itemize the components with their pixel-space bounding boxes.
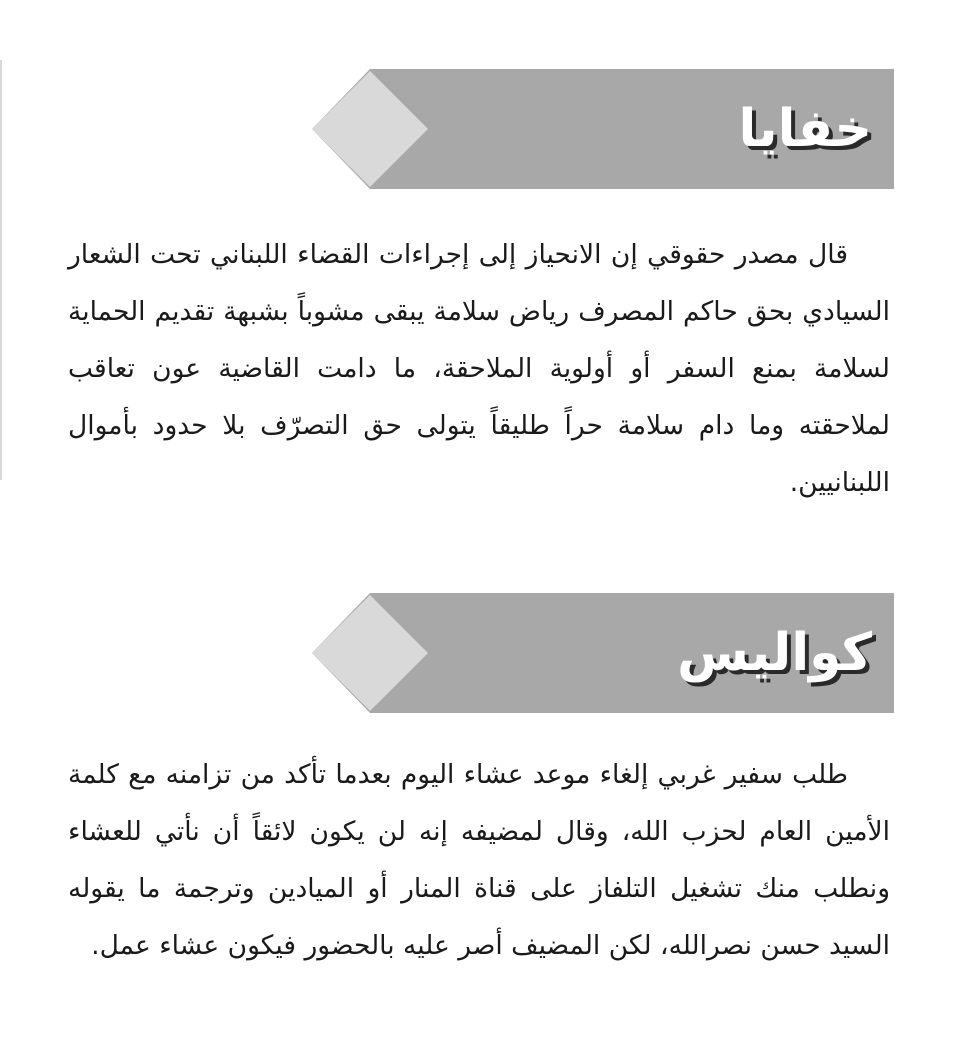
section-body: طلب سفير غربي إلغاء موعد عشاء اليوم بعدما تأكد من تزامنه مع كلمة الأمين العام لحزب الله، وقال لمضيفه إنه لن يكون لائقاً أن نأتي للعشاء ونطلب منك تشغيل التلفاز على قناة المنار أو الميادين وترجمة ما يقوله السيد حسن نصرالله، لكن المضيف أصر عليه بالحضور فيكون عشاء عمل.	[68, 759, 890, 961]
section-title: كواليس	[677, 623, 872, 683]
section-body: قال مصدر حقوقي إن الانحياز إلى إجراءات القضاء اللبناني تحت الشعار السيادي بحق حاكم المصرف رياض سلامة يبقى مشوباً بشبهة تقديم الحماية لسلامة بمنع السفر أو أولوية الملاحقة، ما دامت القاضية عون تعاقب لملاحقته وما دام سلامة حراً طليقاً يتولى حق التصرّف بلا حدود بأموال اللبنانيين.	[68, 239, 890, 498]
section-banner	[312, 593, 894, 713]
section-title: خفايا	[738, 99, 872, 159]
